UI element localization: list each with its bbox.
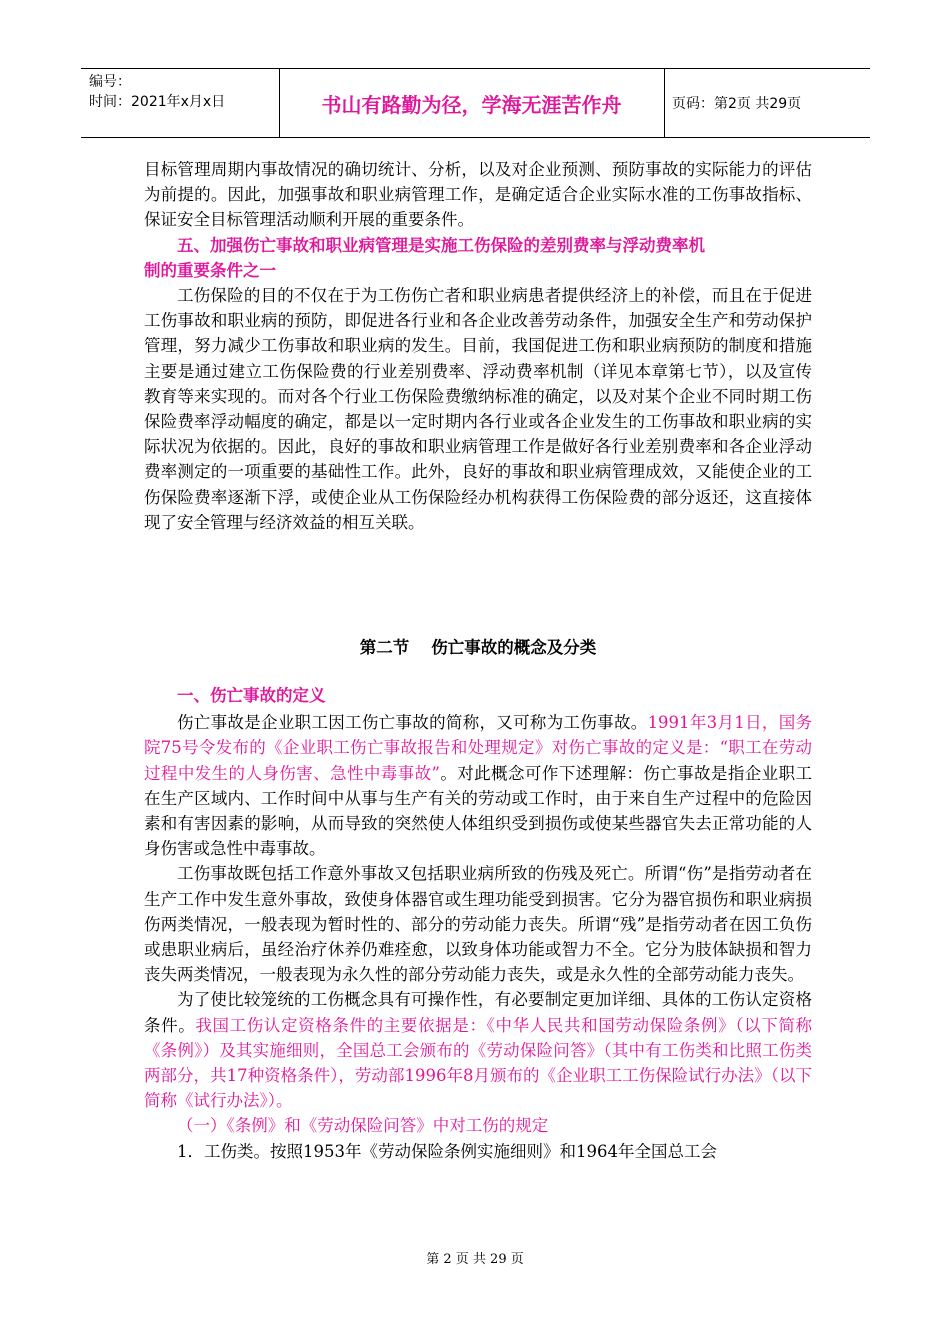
heading-five-line1: 五、加强伤亡事故和职业病管理是实施工伤保险的差别费率与浮动费率机 [177, 235, 705, 255]
subheading-one: （一）《条例》和《劳动保险问答》中对工伤的规定 [177, 1116, 549, 1136]
paragraph-3-c: 。对此概念可作下述理解：伤亡事故是指企业职工在生产区域内、工作时间中从事与生产有关的劳动或工作时，由于来自生产过程中的危险因素和有害因素的影响，从而导致的突然使人体组织受到损伤或使某些器官失去正常功能的人身伤害或急性中毒事故。 [144, 763, 812, 859]
page-footer: 第 2 页 共 29 页 [426, 1252, 524, 1267]
paragraph-5-a: 为了使比较笼统的工伤概念具有可操作性，有必要制定更加详细、具体的工伤认定资格条件。 [144, 990, 812, 1035]
header-meta [81, 69, 280, 137]
heading-five-line2: 制的重要条件之一 [144, 260, 276, 280]
heading-five [144, 233, 812, 283]
paragraph-5 [144, 987, 812, 1113]
header-motto: 书山有路勤为径，学海无涯苦作舟 [279, 69, 665, 137]
paragraph-4: 工伤事故既包括工作意外事故又包括职业病所致的伤残及死亡。所谓“伤”是指劳动者在生产工作中发生意外事故，致使身体器官或生理功能受到损害。它分为器官损伤和职业病损伤两类情况，一般表现为暂时性的、部分的劳动能力丧失。所谓“残”是指劳动者在因工负伤或患职业病后，虽经治疗休养仍难痊愈，以致身体功能或智力不全。它分为肢体缺损和智力丧失两类情况，一般表现为永久性的部分劳动能力丧失，或是永久性的全部劳动能力丧失。 [144, 864, 812, 985]
section-number: 第二节 [359, 638, 410, 657]
time-label: 时间：2021年x月x日 [89, 94, 226, 110]
paragraph-2: 工伤保险的目的不仅在于为工伤伤亡者和职业病患者提供经济上的补偿，而且在于促进工伤事故和职业病的预防，即促进各行业和各企业改善劳动条件，加强安全生产和劳动保护管理，努力减少工伤事故和职业病的发生。目前，我国促进工伤和职业病预防的制度和措施主要是通过建立工伤保险费的行业差别费率、浮动费率机制（详见本章第七节），以及宣传教育等来实现的。而对各个行业工伤保险费缴纳标准的确定，以及对某个企业不同时期工伤保险费率浮动幅度的确定，都是以一定时期内各行业或各企业发生的工伤事故和职业病的实际状况为依据的。因此，良好的事故和职业病管理工作是做好各行业差别费率和各企业浮动费率测定的一项重要的基础性工作。此外，良好的事故和职业病管理成效，又能使企业的工伤保险费率逐渐下浮，或使企业从工伤保险经办机构获得工伤保险费的部分返还，这直接体现了安全管理与经济效益的相互关联。 [144, 286, 812, 532]
page-header [81, 68, 870, 138]
section-name: 伤亡事故的概念及分类 [431, 638, 597, 657]
paragraph-6: 1．工伤类。按照1953年《劳动保险条例实施细则》和1964年全国总工会 [177, 1141, 717, 1161]
code-label: 编号： [89, 74, 131, 90]
header-page-info: 页码：第2页 共29页 [672, 96, 802, 112]
body-top [144, 157, 812, 535]
heading-one: 一、伤亡事故的定义 [177, 686, 326, 705]
paragraph-5-b: 我国工伤认定资格条件的主要依据是：《中华人民共和国劳动保险条例》（以下简称《条例》）及其实施细则，全国总工会颁布的《劳动保险问答》（其中有工伤类和比照工伤类两部分，共17种资格条件），劳动部1996年8月颁布的《企业职工工伤保险试行办法》（以下简称《试行办法》）。 [144, 1015, 813, 1111]
paragraph-3-a: 伤亡事故是企业职工因工伤亡事故的简称，又可称为工伤事故。 [177, 713, 648, 733]
paragraph-3-b: 1991年3月1日，国务院75号令发布的《企业职工伤亡事故报告和处理规定》对伤亡事故的定义是：“职工在劳动过程中发生的人身伤害、急性中毒事故” [144, 713, 812, 783]
body-bottom [144, 683, 812, 1164]
paragraph-1: 目标管理周期内事故情况的确切统计、分析，以及对企业预测、预防事故的实际能力的评估为前提的。因此，加强事故和职业病管理工作，是确定适合企业实际水准的工伤事故指标、保证安全目标管理活动顺利开展的重要条件。 [144, 160, 812, 230]
section-title [144, 634, 812, 658]
paragraph-3 [144, 710, 812, 861]
